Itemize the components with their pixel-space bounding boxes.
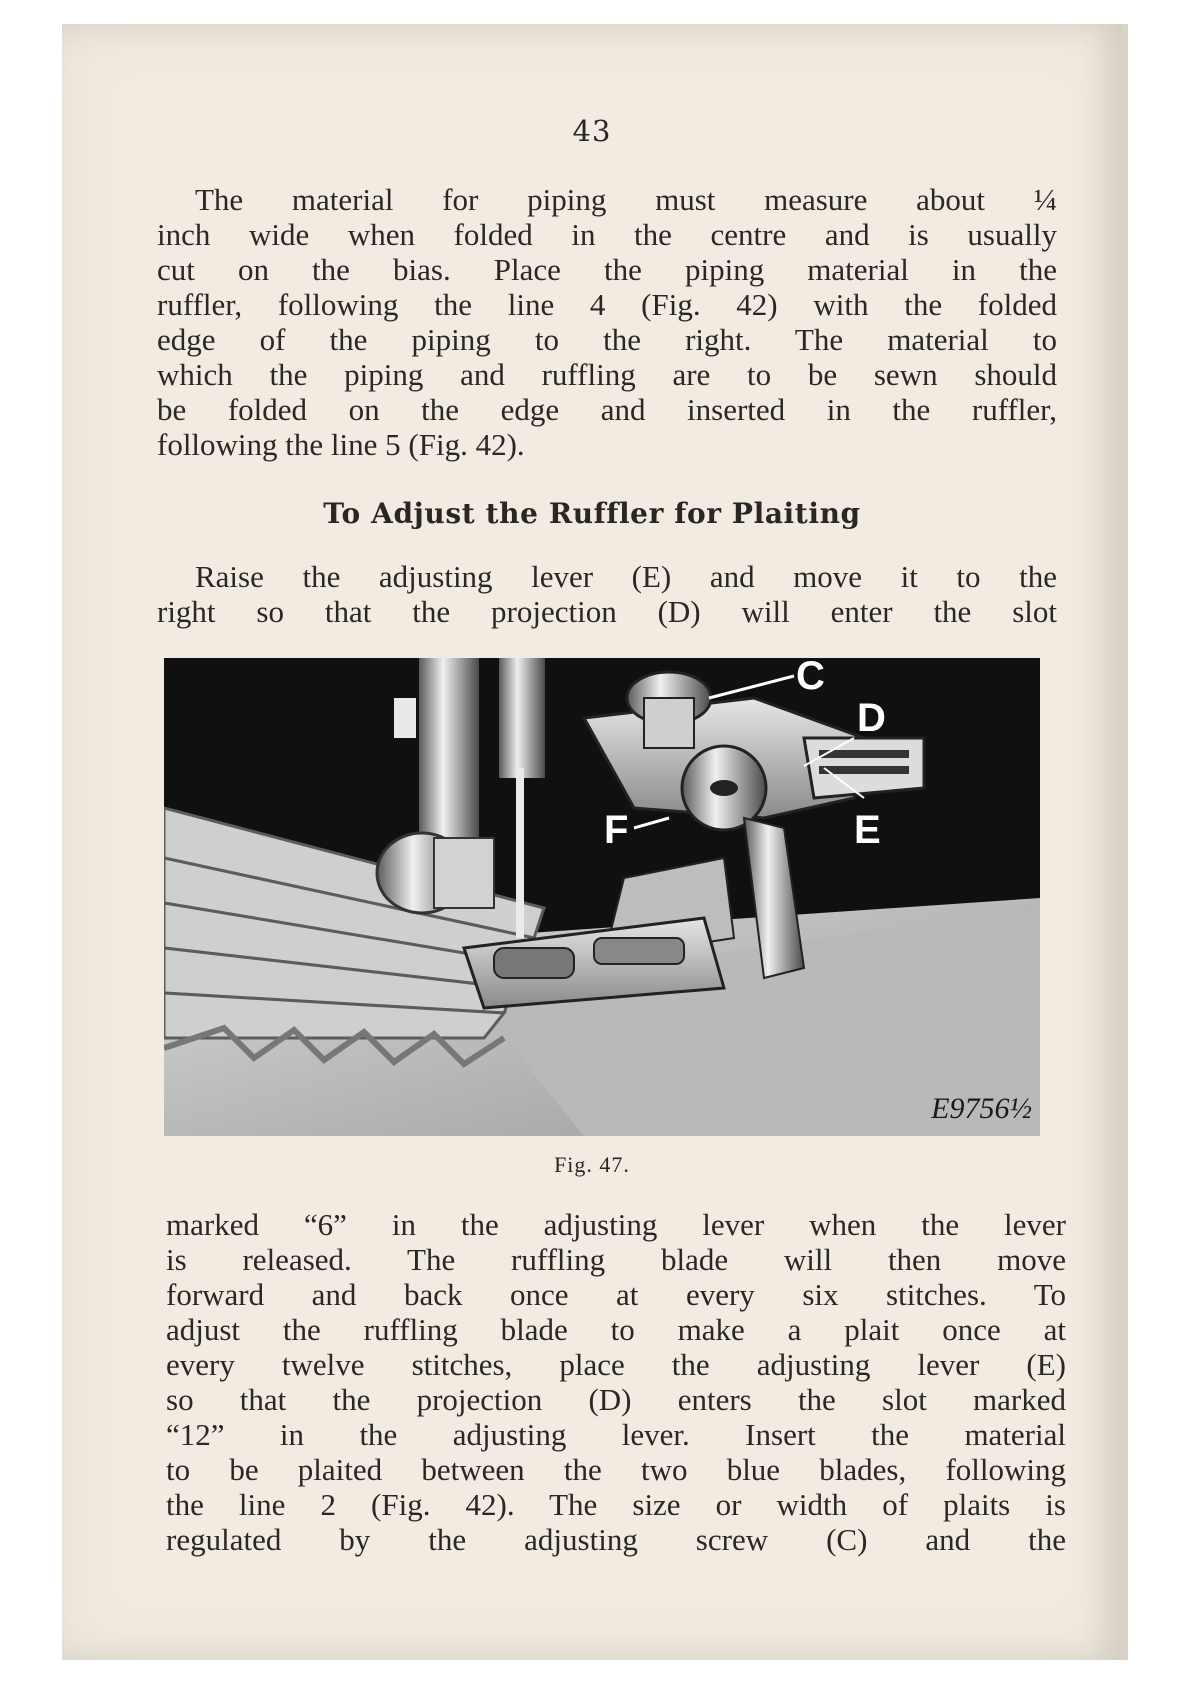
text-line: to be plaited between the two blue blades, following [166, 1452, 1066, 1487]
figure-caption: Fig. 47. [554, 1152, 630, 1177]
text-line: adjust the ruffling blade to make a plait once at [166, 1312, 1066, 1347]
text-line: ruffler, following the line 4 (Fig. 42) with the folded [157, 287, 1057, 322]
adjust-paragraph [157, 559, 1057, 629]
callout-d: D [857, 696, 886, 740]
book-page [62, 24, 1128, 1660]
text-line: the line 2 (Fig. 42). The size or width of plaits is [166, 1487, 1066, 1522]
ruffler-illustration [164, 658, 1040, 1136]
text-line: so that the projection (D) enters the slot marked [166, 1382, 1066, 1417]
text-line: which the piping and ruffling are to be sewn should [157, 357, 1057, 392]
ruffler-figure [164, 658, 1040, 1136]
text-line: “12” in the adjusting lever. Insert the material [166, 1417, 1066, 1452]
callout-f: F [604, 808, 629, 852]
callout-e: E [854, 808, 881, 852]
figure-serial: E9756½ [931, 1092, 1032, 1125]
text-line: marked “6” in the adjusting lever when the lever [166, 1207, 1066, 1242]
callout-c: C [796, 658, 825, 698]
page-number: 43 [572, 114, 612, 148]
piping-paragraph [157, 182, 1057, 462]
text-line: regulated by the adjusting screw (C) and the [166, 1522, 1066, 1557]
text-line: forward and back once at every six stitches. To [166, 1277, 1066, 1312]
text-line: following the line 5 (Fig. 42). [157, 427, 525, 462]
text-line: edge of the piping to the right. The material to [157, 322, 1057, 357]
text-line: Raise the adjusting lever (E) and move it to the [195, 559, 1057, 594]
text-line: right so that the projection (D) will enter the slot [157, 594, 1057, 629]
plaiting-paragraph [166, 1207, 1066, 1557]
section-heading: To Adjust the Ruffler for Plaiting [323, 497, 861, 530]
text-line: is released. The ruffling blade will then move [166, 1242, 1066, 1277]
text-line: cut on the bias. Place the piping material in the [157, 252, 1057, 287]
text-line: The material for piping must measure about ¼ [195, 182, 1057, 217]
text-line: be folded on the edge and inserted in the ruffler, [157, 392, 1057, 427]
text-line: inch wide when folded in the centre and is usually [157, 217, 1057, 252]
text-line: every twelve stitches, place the adjusting lever (E) [166, 1347, 1066, 1382]
